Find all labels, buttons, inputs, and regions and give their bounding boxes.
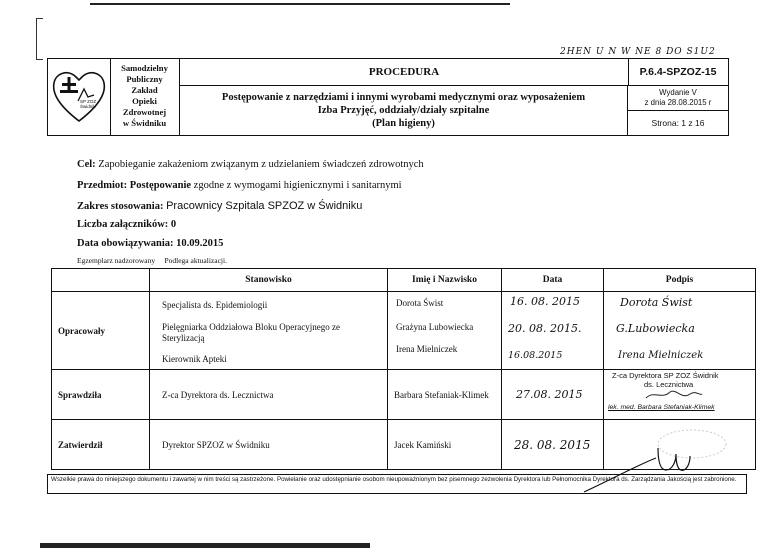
valid-from: Data obowiązywania: 10.09.2015 xyxy=(77,238,224,249)
position-item: Dyrektor SPZOZ w Świdniku xyxy=(150,420,388,470)
copy-note xyxy=(77,256,227,265)
goal-text: Zapobieganie zakażeniom związanym z udzielaniem świadczeń zdrowotnych xyxy=(98,159,424,170)
name-item: Irena Mielniczek xyxy=(396,344,458,354)
stamp-cell xyxy=(604,370,756,420)
position-item: Specjalista ds. Epidemiologii xyxy=(162,300,268,310)
stamp-line: Z-ca Dyrektora SP ZOZ Świdnik xyxy=(612,371,719,380)
header-name: Imię i Nazwisko xyxy=(388,269,502,292)
name-item: Jacek Kamiński xyxy=(388,420,502,470)
header-cell-empty xyxy=(52,269,150,292)
stamp-line: ds. Lecznictwa xyxy=(644,380,694,389)
institution-line: Samodzielny xyxy=(121,63,168,73)
subject-line xyxy=(77,180,402,191)
position-item: Pielęgniarka Oddziałowa Bloku Operacyjnego ze Sterylizacją xyxy=(162,322,340,343)
scan-edge-top xyxy=(90,3,510,5)
page-number: Strona: 1 z 16 xyxy=(651,118,705,128)
header-signature: Podpis xyxy=(604,269,756,292)
header-date: Data xyxy=(502,269,604,292)
row-role: Sprawdziła xyxy=(52,370,150,420)
dates-cell xyxy=(502,292,604,370)
handwritten-note: 2HEN U N W NE 8 DO S1U2 xyxy=(560,47,716,57)
name-item: Grażyna Lubowiecka xyxy=(396,322,474,332)
institution-line: Zdrowotnej xyxy=(122,107,167,117)
signature-scribble-icon xyxy=(644,388,704,402)
doc-type: PROCEDURA xyxy=(180,59,629,86)
row-role: Zatwierdził xyxy=(52,420,150,470)
scope-label: Zakres stosowania: xyxy=(77,201,164,212)
date-item: 16. 08. 2015 xyxy=(510,295,580,308)
scope-text: Pracownicy Szpitala SPZOZ w Świdniku xyxy=(166,200,363,212)
name-item: Barbara Stefaniak-Klimek xyxy=(388,370,502,420)
copy-note-update: Podlega aktualizacji. xyxy=(164,256,227,265)
scan-edge-bottom xyxy=(40,543,370,548)
date-item: 20. 08. 2015. xyxy=(508,322,582,335)
subject-text: zgodne z wymogami higienicznymi i sanitarnymi xyxy=(193,180,402,191)
positions-cell xyxy=(150,292,388,370)
institution-line: Publiczny xyxy=(126,74,163,84)
scan-bracket xyxy=(36,18,43,60)
edition-date: z dnia 28.08.2015 r xyxy=(644,98,712,107)
institution-line: Opieki xyxy=(132,96,157,106)
header-position: Stanowisko xyxy=(150,269,388,292)
name-item: Dorota Świst xyxy=(396,298,444,308)
logo-text: SP ZOZ Świdnik xyxy=(80,99,97,109)
date-item: 27.08. 2015 xyxy=(502,370,604,420)
doc-code: P.6.4-SPZOZ-15 xyxy=(628,59,728,86)
goal-label: Cel: xyxy=(77,159,96,170)
signature-item: G.Lubowiecka xyxy=(616,322,695,335)
document-header xyxy=(47,58,729,136)
signatures-cell xyxy=(604,292,756,370)
institution-line: w Świdniku xyxy=(122,118,167,128)
table-header-row xyxy=(52,269,756,292)
date-item: 16.08.2015 xyxy=(508,350,563,361)
logo-cell xyxy=(48,59,111,135)
edition-cell xyxy=(628,85,728,111)
position-item: Z-ca Dyrektora ds. Lecznictwa xyxy=(150,370,388,420)
table-row xyxy=(52,292,756,370)
signature-item: Dorota Świst xyxy=(620,296,693,309)
goal-line xyxy=(77,159,424,170)
doc-title xyxy=(180,85,628,135)
signature-item: Irena Mielniczek xyxy=(618,350,704,361)
subject-label: Przedmiot: xyxy=(77,180,128,191)
position-item: Kierownik Apteki xyxy=(162,354,227,364)
stamp-line: lek. med. Barbara Stefaniak-Klimek xyxy=(608,404,715,411)
institution-logo-icon xyxy=(48,59,110,135)
title-line: Izba Przyjęć, oddziały/działy szpitalne xyxy=(317,105,490,116)
names-cell xyxy=(388,292,502,370)
title-line: Postępowanie z narzędziami i innymi wyrobami medycznymi oraz wyposażeniem xyxy=(221,92,586,103)
edition: Wydanie V xyxy=(659,88,697,97)
institution-name xyxy=(110,59,180,135)
row-role: Opracowały xyxy=(52,292,150,370)
attachments-count: Liczba załączników: 0 xyxy=(77,219,177,230)
scope-line xyxy=(77,200,362,212)
copyright-footer: Wszelkie prawa do niniejszego dokumentu i zawartej w nim treści są zastrzeżone. Powielanie oraz udostępnianie osobom nieupoważnionym bez pisemnego zezwolenia Dyrektora lub Pełnomocnika Dyrektora ds. Zarządzania Jakością jest zabronione. xyxy=(47,474,747,494)
copy-note-supervised: Egzemplarz nadzorowany xyxy=(77,256,156,265)
title-line: (Plan higieny) xyxy=(372,118,435,129)
institution-line: Zakład xyxy=(131,85,158,95)
subject-bold: Postępowanie xyxy=(129,180,192,191)
table-row xyxy=(52,370,756,420)
date-item: 28. 08. 2015 xyxy=(502,420,604,470)
